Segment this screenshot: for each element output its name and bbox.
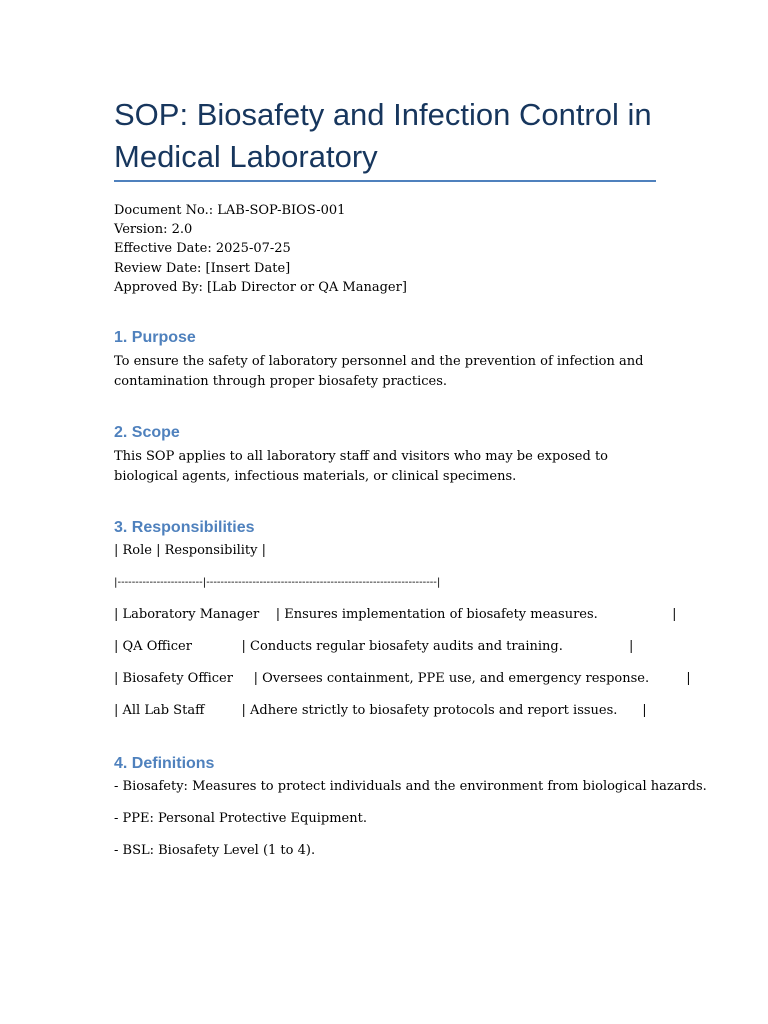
scope-body: This SOP applies to all laboratory staff and visitors who may be exposed to biological agents, infectious materials, or clinical specimens. <box>114 449 608 484</box>
responsibilities-row-all-lab-staff: | All Lab Staff | Adhere strictly to biosafety protocols and report issues. | <box>114 703 647 718</box>
responsibilities-table-header: | Role | Responsibility | <box>114 543 267 558</box>
responsibilities-row-qa-officer: | QA Officer | Conducts regular biosafety audits and training. | <box>114 639 634 654</box>
approved-by: Approved By: [Lab Director or QA Manager] <box>114 279 407 295</box>
title-underline-rule <box>114 180 656 182</box>
document-version: Version: 2.0 <box>114 222 193 238</box>
review-date: Review Date: [Insert Date] <box>114 260 291 276</box>
purpose-heading: 1. Purpose <box>114 329 196 346</box>
responsibilities-table-separator: |------------------------|-----------------------------------------------------------------| <box>114 576 441 588</box>
definition-item-biosafety: - Biosafety: Measures to protect individuals and the environment from biological hazards. <box>114 779 707 794</box>
document-metadata <box>114 201 407 297</box>
document-title: SOP: Biosafety and Infection Control in Medical Laboratory <box>114 97 652 174</box>
definition-item-bsl: - BSL: Biosafety Level (1 to 4). <box>114 843 316 858</box>
effective-date: Effective Date: 2025-07-25 <box>114 241 291 257</box>
purpose-body: To ensure the safety of laboratory personnel and the prevention of infection and contamination through proper biosafety practices. <box>114 354 644 389</box>
responsibilities-heading: 3. Responsibilities <box>114 519 255 536</box>
scope-heading: 2. Scope <box>114 424 180 441</box>
responsibilities-row-lab-manager: | Laboratory Manager | Ensures implementation of biosafety measures. | <box>114 607 677 622</box>
definitions-heading: 4. Definitions <box>114 755 215 772</box>
responsibilities-row-biosafety-officer: | Biosafety Officer | Oversees containment, PPE use, and emergency response. | <box>114 671 691 686</box>
definition-item-ppe: - PPE: Personal Protective Equipment. <box>114 811 367 826</box>
document-number: Document No.: LAB-SOP-BIOS-001 <box>114 203 346 218</box>
